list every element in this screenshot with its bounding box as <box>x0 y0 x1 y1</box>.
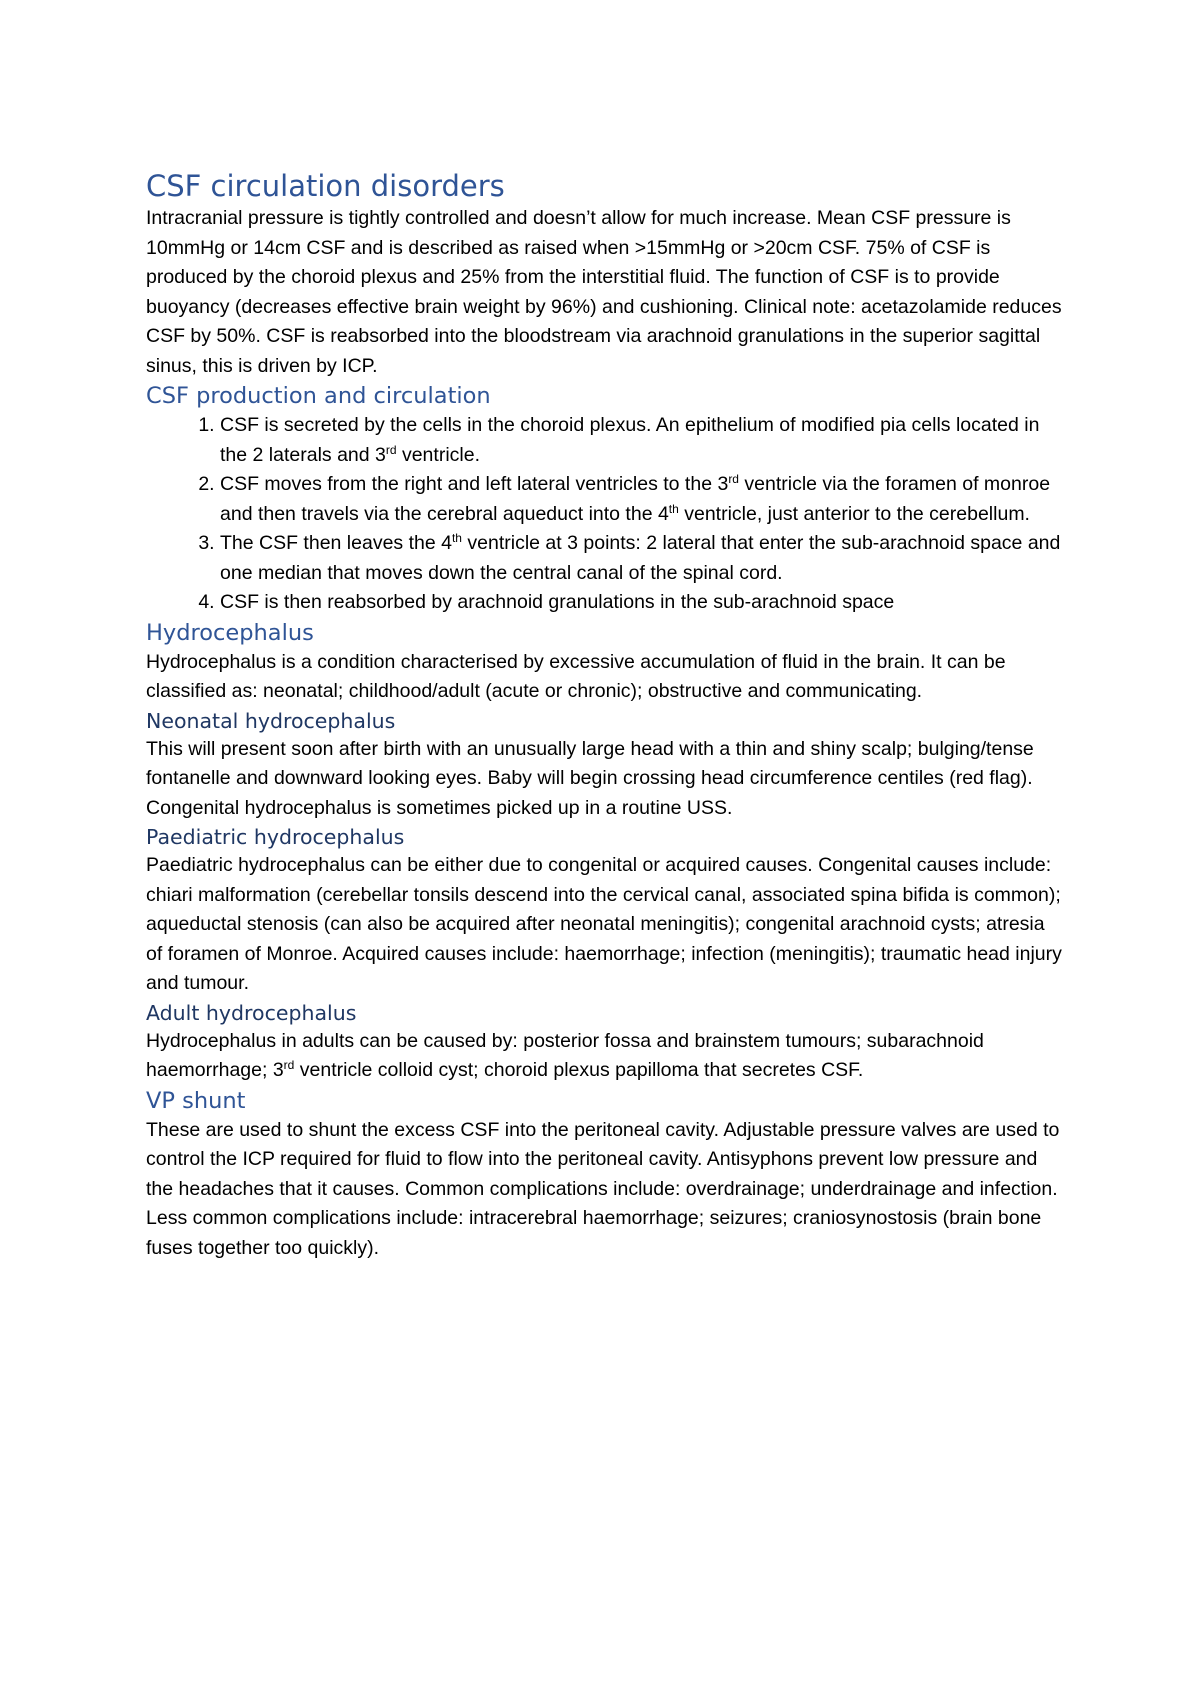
list-item: 4. CSF is then reabsorbed by arachnoid granulations in the sub-arachnoid space <box>220 588 1066 618</box>
hydrocephalus-paragraph: Hydrocephalus is a condition characterised by excessive accumulation of fluid in the brain. It can be classified as: neonatal; childhood/adult (acute or chronic); obstructive and communicating. <box>146 650 1006 702</box>
paediatric-paragraph: Paediatric hydrocephalus can be either due to congenital or acquired causes. Congenital causes include: chiari malformation (cerebellar tonsils descend into the cervical canal, associated spina bifida is common); aqueductal stenosis (can also be acquired after neonatal meningitis); congenital arachnoid cysts; atresia of foramen of Monroe. Acquired causes include: haemorrhage; infection (meningitis); traumatic head injury and tumour. <box>146 854 1062 994</box>
page-title: CSF circulation disorders <box>146 169 505 203</box>
list-item: 3. The CSF then leaves the 4th ventricle at 3 points: 2 lateral that enter the sub-arachnoid space and one median that moves down the central canal of the spinal cord. <box>220 529 1066 588</box>
list-item: 2. CSF moves from the right and left lateral ventricles to the 3rd ventricle via the foramen of monroe and then travels via the cerebral aqueduct into the 4th ventricle, just anterior to the cerebellum. <box>220 470 1066 529</box>
heading-csf-production: CSF production and circulation <box>146 383 491 409</box>
neonatal-paragraph: This will present soon after birth with an unusually large head with a thin and shiny scalp; bulging/tense fontanelle and downward looking eyes. Baby will begin crossing head circumference centiles (red flag). Congenital hydrocephalus is sometimes picked up in a routine USS. <box>146 737 1034 819</box>
heading-paediatric: Paediatric hydrocephalus <box>146 825 405 849</box>
heading-adult: Adult hydrocephalus <box>146 1000 357 1025</box>
list-item: 1. CSF is secreted by the cells in the choroid plexus. An epithelium of modified pia cells located in the 2 laterals and 3rd ventricle. <box>220 411 1066 470</box>
document-page <box>146 168 1066 1263</box>
vp-shunt-paragraph: These are used to shunt the excess CSF into the peritoneal cavity. Adjustable pressure valves are used to control the ICP required for fluid to flow into the peritoneal cavity. Antisyphons prevent low pressure and the headaches that it causes. Common complications include: overdrainage; underdrainage and infection. Less common complications include: intracerebral haemorrhage; seizures; craniosynostosis (brain bone fuses together too quickly). <box>146 1118 1060 1259</box>
circulation-steps-list <box>146 411 1066 618</box>
heading-vp-shunt: VP shunt <box>146 1087 246 1114</box>
heading-neonatal: Neonatal hydrocephalus <box>146 708 396 733</box>
intro-paragraph: Intracranial pressure is tightly controlled and doesn’t allow for much increase. Mean CSF pressure is 10mmHg or 14cm CSF and is described as raised when >15mmHg or >20cm CSF. 75% of CSF is produced by the choroid plexus and 25% from the interstitial fluid. The function of CSF is to provide buoyancy (decreases effective brain weight by 96%) and cushioning. Clinical note: acetazolamide reduces CSF by 50%. CSF is reabsorbed into the bloodstream via arachnoid granulations in the superior sagittal sinus, this is driven by ICP. <box>146 207 1062 377</box>
adult-paragraph: Hydrocephalus in adults can be caused by: posterior fossa and brainstem tumours; subarachnoid haemorrhage; 3rd ventricle colloid cyst; choroid plexus papilloma that secretes CSF. <box>146 1029 984 1081</box>
heading-hydrocephalus: Hydrocephalus <box>146 619 314 646</box>
